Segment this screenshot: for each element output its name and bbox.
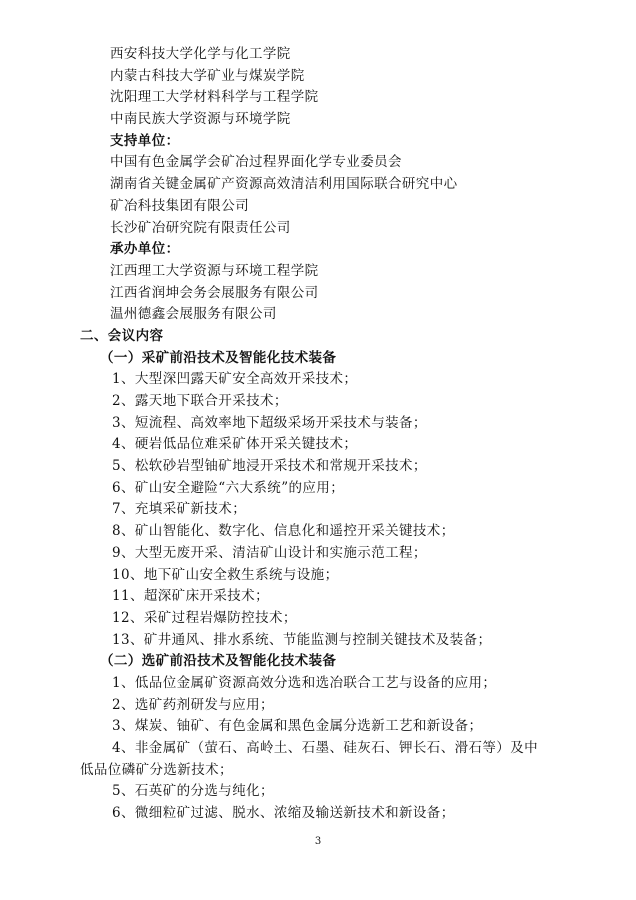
list-item: 12、采矿过程岩爆防控技术； — [112, 609, 297, 626]
document-body — [0, 44, 636, 825]
list-item: 4、非金属矿（萤石、高岭土、石墨、硅灰石、钾长石、滑石等）及中 — [112, 740, 538, 756]
organizer-line: 沈阳理工大学材料科学与工程学院 — [110, 89, 319, 106]
page-number: 3 — [314, 836, 322, 847]
list-item: 5、石英矿的分选与纯化； — [112, 783, 274, 800]
list-item: 6、微细粒矿过滤、脱水、浓缩及输送新技术和新设备； — [112, 805, 455, 822]
list-item: 1、低品位金属矿资源高效分选和选冶联合工艺与设备的应用； — [112, 674, 497, 691]
list-item: 3、短流程、高效率地下超级采场开采技术与装备； — [112, 414, 427, 431]
host-unit-line: 温州德鑫会展服务有限公司 — [110, 306, 277, 323]
list-item: 1、大型深凹露天矿安全高效开采技术； — [112, 371, 358, 388]
list-item: 13、矿井通风、排水系统、节能监测与控制关键技术及装备； — [112, 631, 492, 648]
list-item: 10、地下矿山安全救生系统与设施； — [112, 566, 339, 583]
subsection-title: （一）采矿前沿技术及智能化技术装备 — [100, 349, 337, 366]
list-item: 9、大型无废开采、清洁矿山设计和实施示范工程； — [112, 544, 427, 561]
list-item: 2、选矿药剂研发与应用； — [112, 696, 274, 713]
host-unit-line: 江西省润坤会务会展服务有限公司 — [110, 284, 319, 301]
list-item: 5、松软砂岩型铀矿地浸开采技术和常规开采技术； — [112, 458, 427, 475]
list-item: 7、充填采矿新技术； — [112, 501, 247, 518]
organizer-line: 内蒙古科技大学矿业与煤炭学院 — [110, 67, 305, 84]
list-item: 6、矿山安全避险“六大系统”的应用； — [112, 479, 345, 496]
support-unit-line: 湖南省关键金属矿产资源高效清洁利用国际联合研究中心 — [110, 176, 458, 193]
support-heading: 支持单位： — [110, 132, 180, 149]
list-item: 8、矿山智能化、数字化、信息化和遥控开采关键技术； — [112, 523, 455, 540]
list-item: 3、煤炭、铀矿、有色金属和黑色金属分选新工艺和新设备； — [112, 718, 483, 735]
support-unit-line: 长沙矿冶研究院有限责任公司 — [110, 219, 291, 236]
organizer-line: 中南民族大学资源与环境学院 — [110, 111, 291, 128]
list-item: 11、超深矿床开采技术； — [112, 588, 269, 605]
list-item-continuation: 低品位磷矿分选新技术； — [80, 761, 233, 778]
list-item: 2、露天地下联合开采技术； — [112, 393, 288, 409]
support-unit-line: 矿冶科技集团有限公司 — [110, 197, 249, 214]
list-item: 4、硬岩低品位难采矿体开采关键技术； — [112, 436, 358, 453]
subsection-title: （二）选矿前沿技术及智能化技术装备 — [100, 653, 337, 670]
section-title: 二、会议内容 — [80, 327, 164, 344]
organizer-line: 西安科技大学化学与化工学院 — [110, 46, 291, 62]
host-unit-line: 江西理工大学资源与环境工程学院 — [110, 262, 319, 279]
support-unit-line: 中国有色金属学会矿冶过程界面化学专业委员会 — [110, 154, 402, 171]
host-heading: 承办单位： — [110, 241, 180, 258]
